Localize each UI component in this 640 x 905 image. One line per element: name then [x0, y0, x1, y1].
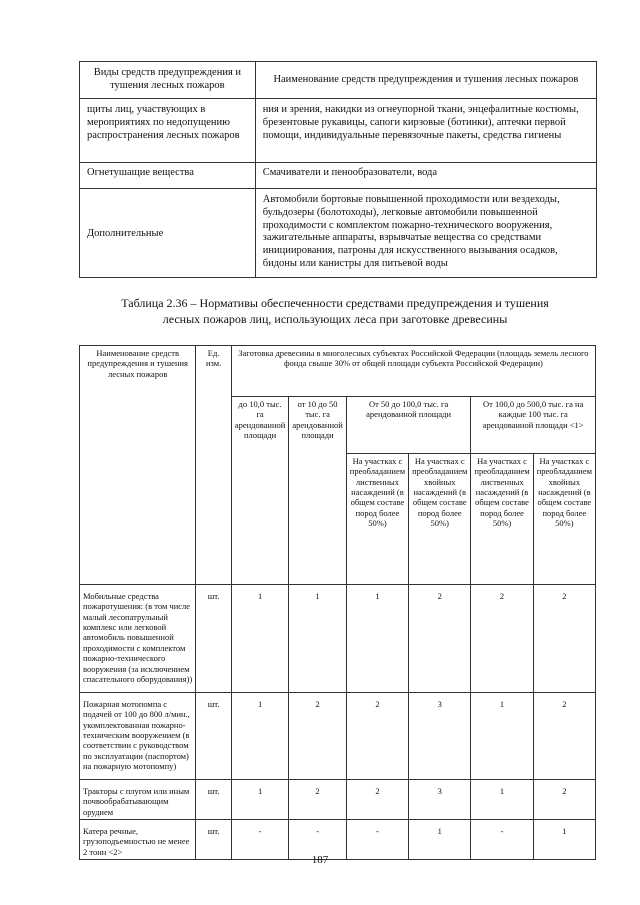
unit-cell: шт. [196, 780, 231, 820]
equipment-name-cell: Мобильные средства пожаротушения: (в том числе малый лесопатрульный комплекс или легковой автомобиль повышенной проходимости с комплектом пожарно-технического вооружения (за исключением спасательного оборудования)) [80, 585, 196, 693]
fire-equipment-types-table [79, 61, 597, 278]
value-cell: 1 [289, 585, 346, 693]
equipment-type-cell: щиты лиц, участвующих в мероприятиях по недопущению распространения лесных пожаров [80, 99, 256, 163]
value-cell: 2 [346, 693, 408, 780]
table-caption [100, 295, 570, 327]
table-header-row [80, 62, 597, 99]
value-cell: 2 [289, 780, 346, 820]
equipment-type-cell: Огнетушащие вещества [80, 163, 256, 189]
equipment-name-cell: Пожарная мотопомпа с подачей от 100 до 800 л/мин., укомплектованная пожарно-техническим вооружением (в соответствии с руководством по эксплуатации (паспортом) на пожарную мотопомпу) [80, 693, 196, 780]
table-row [80, 780, 596, 820]
value-cell: 2 [289, 693, 346, 780]
value-cell: - [346, 820, 408, 860]
value-cell: 2 [533, 780, 595, 820]
table-row [80, 99, 597, 163]
equipment-names-cell: ния и зрения, накидки из огнеупорной ткани, энцефалитные костюмы, брезентовые рукавицы, сапоги кирзовые (ботинки), аптечки первой помощи, индивидуальные перевязочные пакеты, средства гигиены [255, 99, 596, 163]
column-header: От 50 до 100,0 тыс. га арендованной площади [346, 397, 471, 454]
unit-cell: шт. [196, 585, 231, 693]
table-row [80, 585, 596, 693]
unit-cell: шт. [196, 820, 231, 860]
value-cell: 1 [346, 585, 408, 693]
column-header: Ед. изм. [196, 346, 231, 585]
table-row [80, 163, 597, 189]
value-cell: 3 [409, 780, 471, 820]
value-cell: 2 [346, 780, 408, 820]
equipment-name-cell: Катера речные, грузоподъемностью не менее 2 тонн <2> [80, 820, 196, 860]
value-cell: 1 [231, 780, 288, 820]
table-header-row [80, 346, 596, 397]
column-header: На участках с преобладанием лиственных насаждений (в общем составе пород более 50%) [346, 454, 408, 585]
column-header: Наименование средств предупреждения и тушения лесных пожаров [80, 346, 196, 585]
table-row [80, 693, 596, 780]
column-header: На участках с преобладанием хвойных насаждений (в общем составе пород более 50%) [409, 454, 471, 585]
equipment-name-cell: Тракторы с плугом или иным почвообрабатывающим орудием [80, 780, 196, 820]
value-cell: 2 [409, 585, 471, 693]
value-cell: 1 [231, 585, 288, 693]
value-cell: 1 [409, 820, 471, 860]
value-cell: 1 [231, 693, 288, 780]
value-cell: - [471, 820, 533, 860]
column-header: На участках с преобладанием лиственных насаждений (в общем составе пород более 50%) [471, 454, 533, 585]
value-cell: 3 [409, 693, 471, 780]
unit-cell: шт. [196, 693, 231, 780]
value-cell: 1 [533, 820, 595, 860]
value-cell: 1 [471, 693, 533, 780]
value-cell: 2 [471, 585, 533, 693]
column-header: от 10 до 50 тыс. га арендованной площади [289, 397, 346, 585]
column-header: Заготовка древесины в многолесных субъектах Российской Федерации (площадь земель лесного фонда свыше 30% от общей площади субъекта Российской Федерации) [231, 346, 595, 397]
equipment-names-cell: Смачиватели и пенообразователи, вода [255, 163, 596, 189]
column-header: От 100,0 до 500,0 тыс. га на каждые 100 тыс. га арендованной площади <1> [471, 397, 596, 454]
column-header: На участках с преобладанием хвойных насаждений (в общем составе пород более 50%) [533, 454, 595, 585]
value-cell: 2 [533, 693, 595, 780]
value-cell: - [231, 820, 288, 860]
page-number: 187 [311, 854, 329, 866]
caption-line: Таблица 2.36 – Нормативы обеспеченности средствами предупреждения и тушения [121, 296, 549, 310]
column-header: до 10,0 тыс. га арендованной площади [231, 397, 288, 585]
value-cell: - [289, 820, 346, 860]
caption-line: лесных пожаров лиц, использующих леса при заготовке древесины [162, 312, 508, 326]
column-header: Виды средств предупреждения и тушения лесных пожаров [80, 62, 256, 99]
value-cell: 2 [533, 585, 595, 693]
table-row [80, 189, 597, 278]
column-header: Наименование средств предупреждения и тушения лесных пожаров [255, 62, 596, 99]
value-cell: 1 [471, 780, 533, 820]
equipment-type-cell: Дополнительные [80, 189, 256, 278]
supply-norms-table [79, 345, 596, 860]
equipment-names-cell: Автомобили бортовые повышенной проходимости или вездеходы, бульдозеры (болотоходы), легковые автомобили повышенной проходимости с комплектом пожарно-технического вооружения, зажигательные аппараты, взрывчатые вещества со средствами инициирования, патроны для искусственного вызывания осадков, бидоны или канистры для питьевой воды [255, 189, 596, 278]
